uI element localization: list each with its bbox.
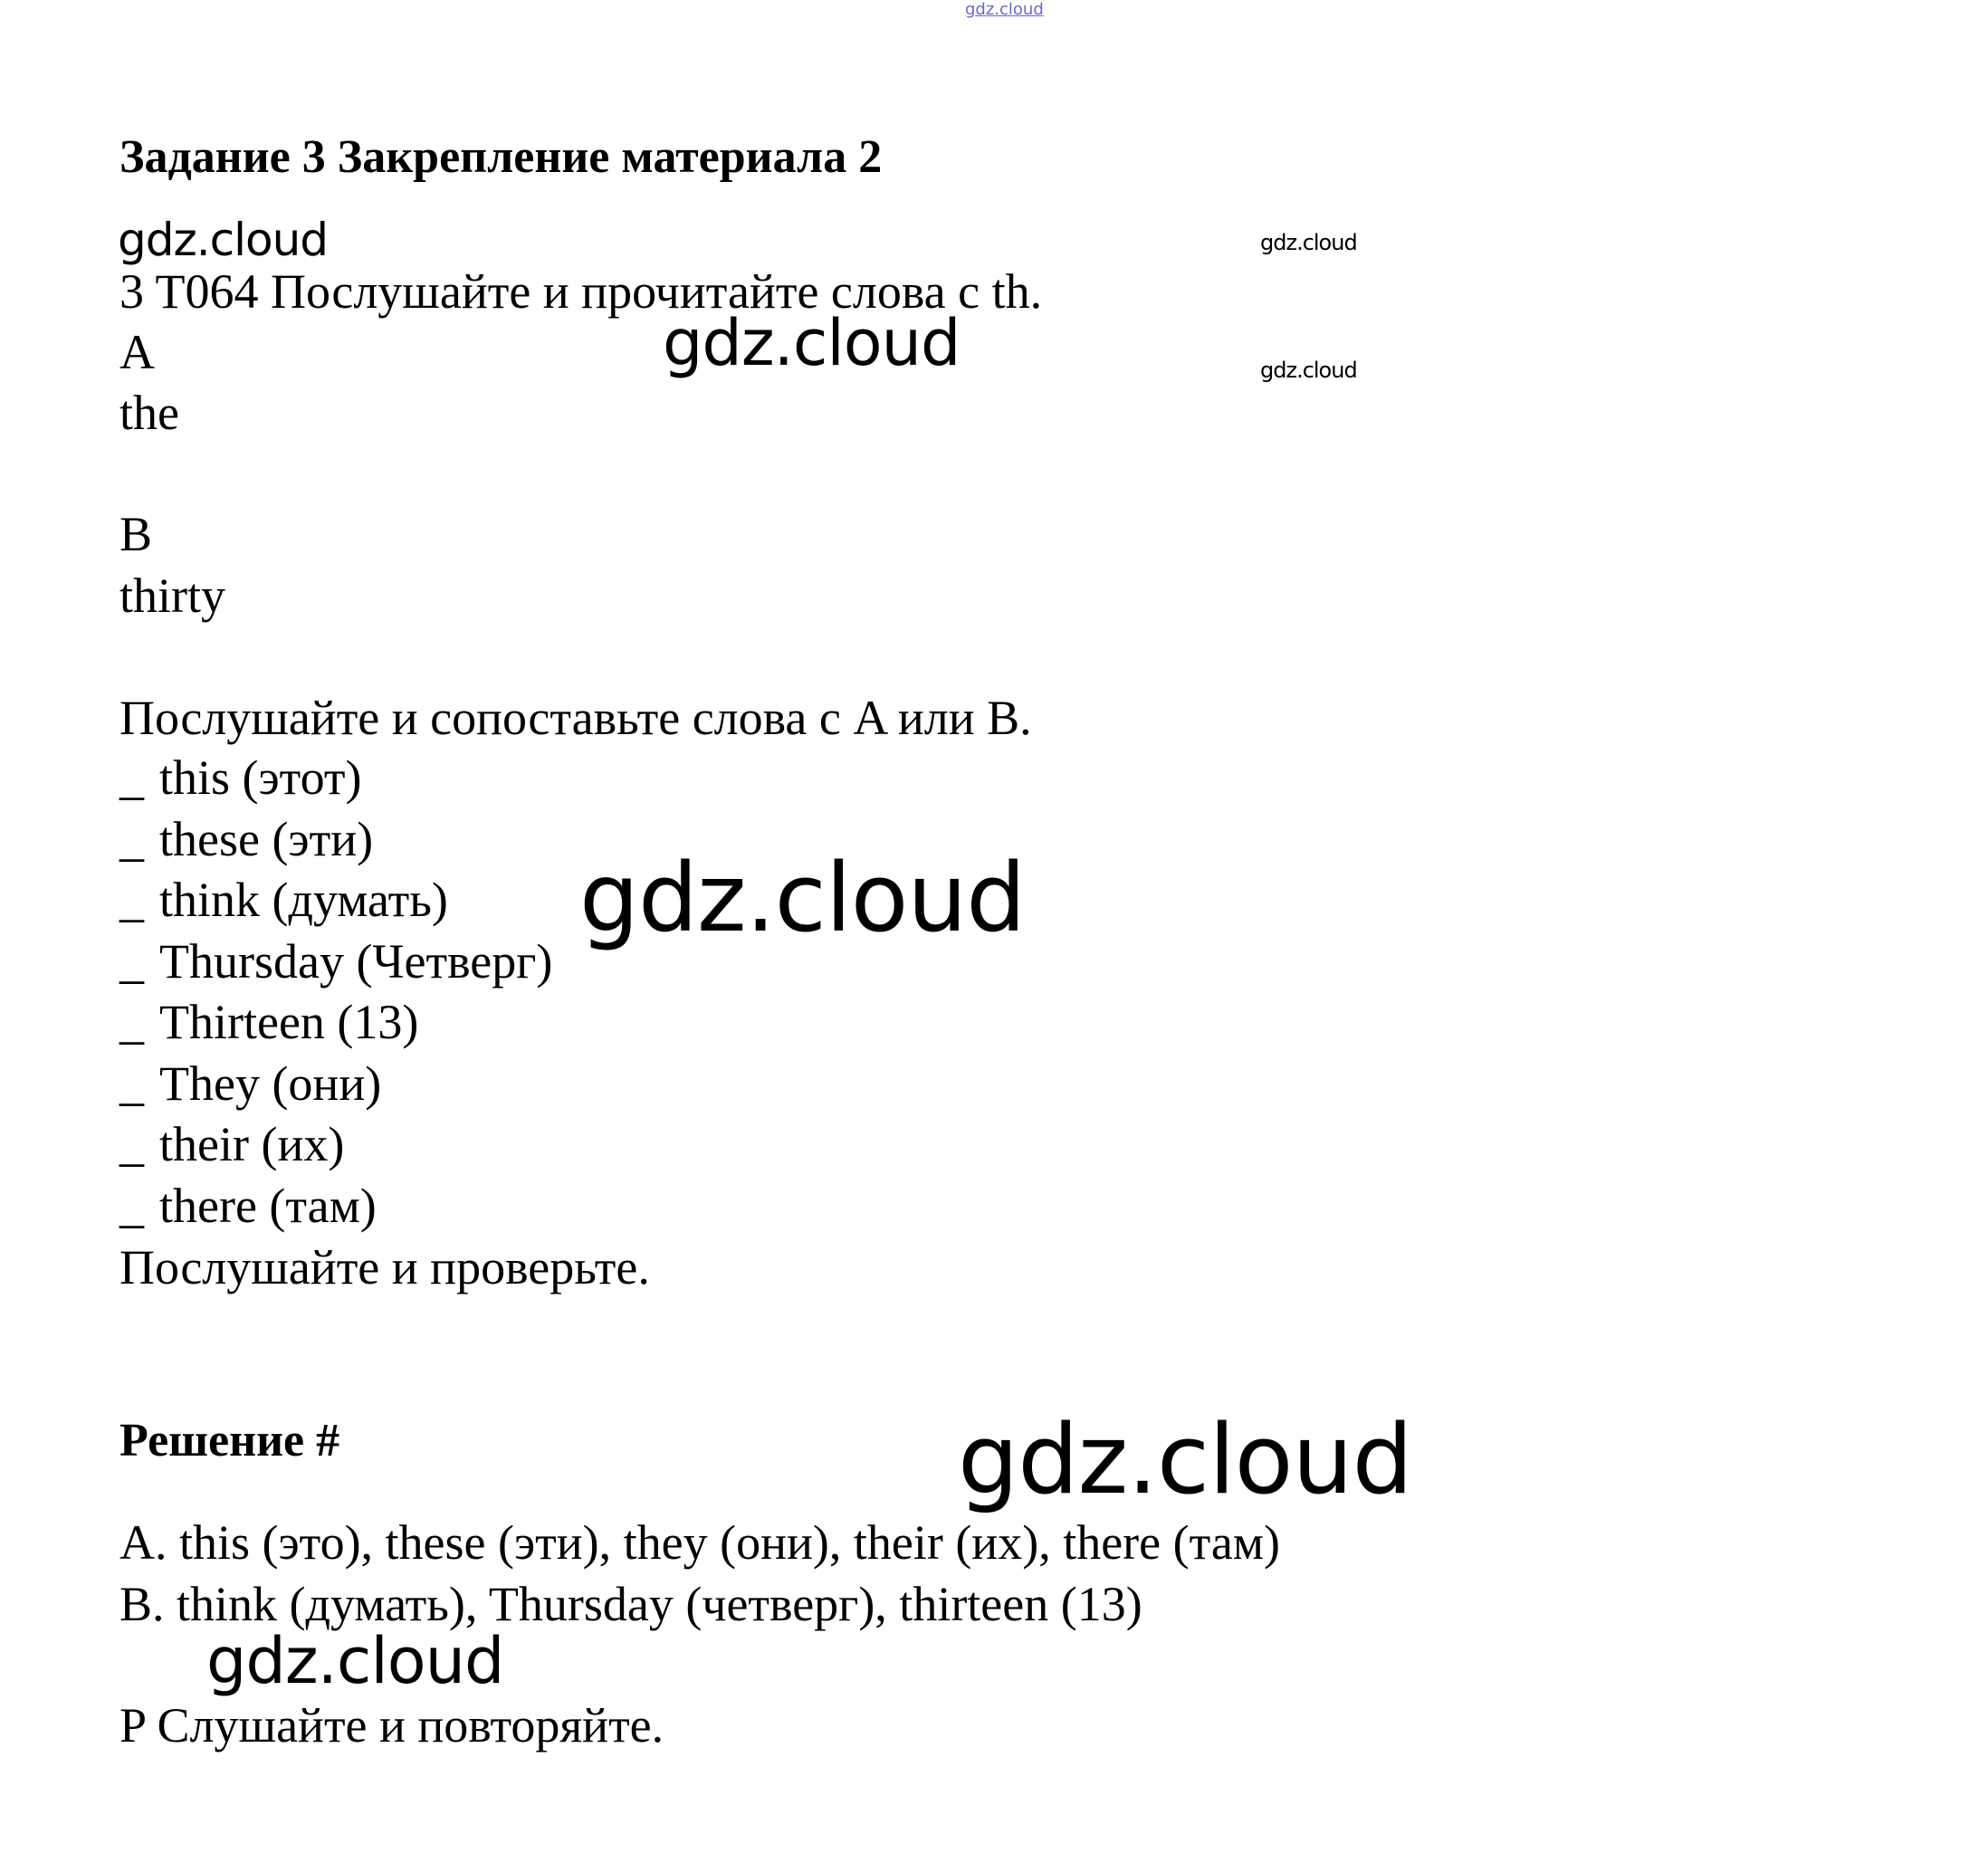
answer-blank: _ [119,995,144,1049]
solution-line-b: B. think (думать), Thursday (четверг), thirteen (13) [119,1577,1142,1631]
answer-blank: _ [119,1055,144,1111]
watermark-text: gdz.cloud [1260,358,1357,383]
list-item [119,1176,552,1237]
answer-blank: _ [119,873,144,927]
list-item [119,931,552,993]
list-item [119,870,552,931]
word-text: these (эти) [159,811,374,866]
word-text: this (этот) [159,750,362,805]
match-instruction: Послушайте и сопоставьте слова с A или B. [119,691,1032,745]
answer-blank: _ [119,750,144,805]
word-text: think (думать) [159,873,448,927]
group-b-example: thirty [119,568,225,623]
word-text: Thirteen (13) [159,995,419,1049]
watermark-text: gdz.cloud [1260,230,1357,255]
answer-blank: _ [119,933,144,989]
list-item [119,1114,552,1176]
list-item [119,992,552,1054]
solution-line-p: P Слушайте и повторяйте. [119,1698,664,1753]
list-item [119,809,552,871]
word-text: They (они) [159,1055,382,1111]
word-text: their (их) [159,1117,345,1171]
answer-blank: _ [119,1117,144,1171]
watermark-text: gdz.cloud [206,1624,504,1698]
watermark-text: gdz.cloud [579,843,1026,953]
watermark-text: gdz.cloud [958,1404,1412,1515]
answer-blank: _ [119,811,144,866]
word-text: there (там) [159,1178,377,1233]
word-text: Thursday (Четверг) [159,933,553,989]
watermark-text: gdz.cloud [663,306,961,380]
watermark-text: gdz.cloud [118,214,329,266]
solution-title: Решение # [119,1415,340,1466]
list-item [119,1054,552,1115]
answer-blank: _ [119,1178,144,1233]
task-instruction: 3 T064 Послушайте и прочитайте слова с th. [119,264,1043,319]
top-watermark: gdz.cloud [965,0,1044,19]
word-match-list [119,748,552,1237]
solution-line-a: A. this (это), these (эти), they (они), their (их), there (там) [119,1515,1280,1570]
group-a-example: the [119,386,179,440]
group-a-label: A [119,325,155,379]
list-item [119,748,552,809]
group-b-label: B [119,507,153,561]
task-title: Задание 3 Закрепление материала 2 [119,131,883,183]
check-instruction: Послушайте и проверьте. [119,1240,650,1294]
